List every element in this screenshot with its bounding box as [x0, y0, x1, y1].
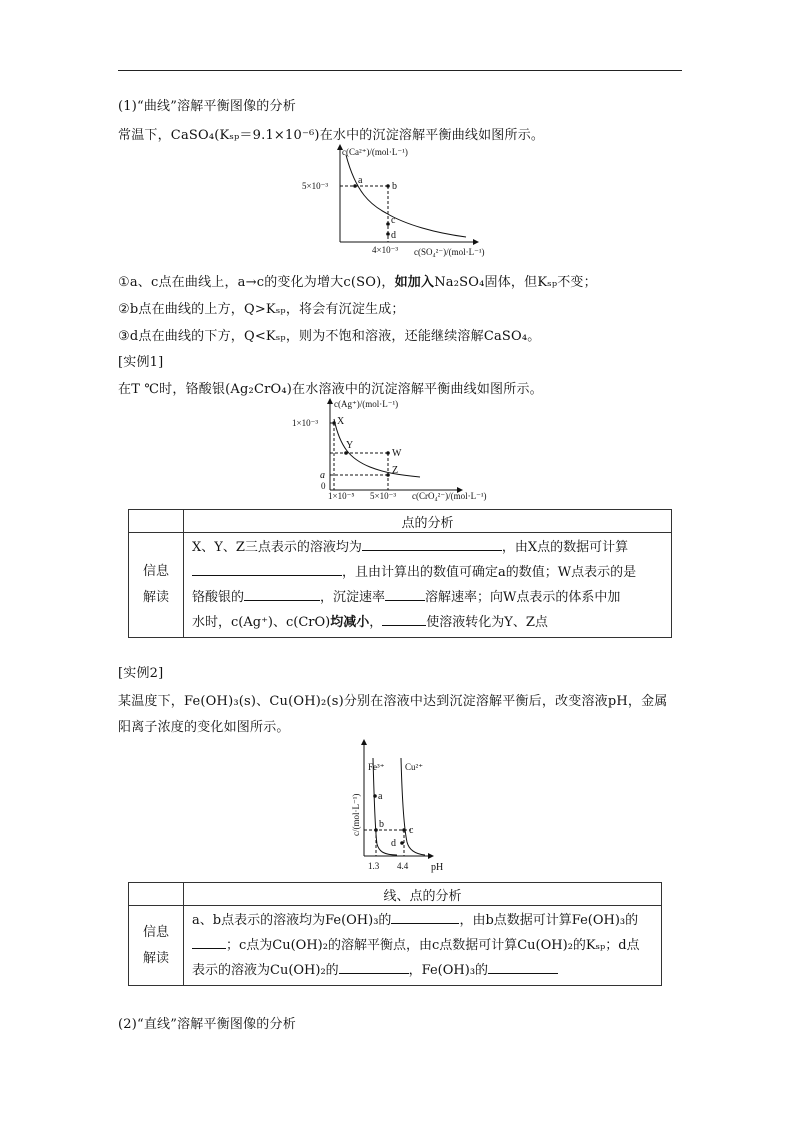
graph-caso4 — [296, 143, 526, 261]
y-axis-label: c(Ag⁺)/(mol·L⁻¹) — [334, 399, 399, 409]
example1-label: [实例1] — [118, 355, 164, 370]
example2-intro-2: 阳离子浓度的变化如图所示。 — [118, 720, 290, 735]
label-Y: Y — [346, 440, 354, 451]
label-Z: Z — [392, 465, 399, 476]
point-a — [373, 794, 377, 798]
graph-ag2cro4 — [290, 397, 530, 503]
point-Z — [386, 473, 390, 477]
y-axis-label: c(Ca²⁺)/(mol·L⁻¹) — [342, 147, 408, 157]
y-tick-top: 1×10⁻³ — [292, 418, 319, 428]
label-d: d — [391, 838, 396, 849]
section1-title: (1)“曲线”溶解平衡图像的分析 — [118, 99, 296, 114]
x-tick-2: 4.4 — [397, 861, 409, 871]
table-header: 点的分析 — [184, 510, 672, 533]
point-c — [386, 222, 390, 226]
x-axis-label: c(SO₄²⁻)/(mol·L⁻¹) — [414, 247, 485, 257]
table-body: X、Y、Z三点表示的溶液均为 ，由X点的数据可计算 ，且由计算出的数值可确定a的数值；W点表示的是 铬酸银的 ，沉淀速率 溶解速率；向W点表示的体系中加 水时，c(Ag⁺)、c(CrO)均减小， 使溶液转化为Y、Z点 — [184, 533, 672, 638]
table-corner — [129, 510, 184, 533]
example2-label: [实例2] — [118, 666, 164, 681]
label-c: c — [391, 215, 396, 226]
section1-intro: 常温下，CaSO₄(Kₛₚ＝9.1×10⁻⁶)在水中的沉淀溶解平衡曲线如图所示。 — [118, 128, 545, 143]
point-W — [386, 451, 390, 455]
graph-ph — [345, 736, 455, 878]
label-b: b — [379, 819, 384, 830]
answer-blank[interactable] — [488, 959, 558, 974]
answer-blank[interactable] — [382, 611, 426, 626]
point-c — [402, 828, 406, 832]
example1-table — [128, 509, 672, 638]
y-tick-a: a — [320, 470, 325, 481]
note-2: ②b点在曲线的上方，Q>Kₛₚ，将会有沉淀生成； — [118, 302, 405, 317]
x-tick: 4×10⁻³ — [372, 245, 399, 255]
label-b: b — [392, 181, 397, 192]
answer-blank[interactable] — [362, 536, 502, 551]
answer-blank[interactable] — [339, 959, 409, 974]
header-rule — [118, 70, 682, 71]
point-Y — [344, 451, 348, 455]
example1-intro: 在T ℃时，铬酸银(Ag₂CrO₄)在水溶液中的沉淀溶解平衡曲线如图所示。 — [118, 382, 543, 397]
origin: 0 — [321, 481, 326, 491]
example2-table — [128, 882, 662, 986]
table-body: a、b点表示的溶液均为Fe(OH)₃的 ，由b点数据可计算Fe(OH)₃的 ；c点为Cu(OH)₂的溶解平衡点，由c点数据可计算Cu(OH)₂的Kₛₚ；d点 表示的溶液为Cu(OH)₂的 ，Fe(OH)₃的 — [184, 906, 662, 986]
table-side-label: 信息 解读 — [129, 533, 184, 638]
point-b — [386, 184, 390, 188]
curve-fe: Fe³⁺ — [368, 762, 385, 772]
x-axis-label: pH — [431, 862, 444, 873]
answer-blank[interactable] — [244, 586, 320, 601]
section2-title: (2)“直线”溶解平衡图像的分析 — [118, 1017, 296, 1032]
point-X — [332, 421, 336, 425]
note-1: ①a、c点在曲线上，a→c的变化为增大c(SO)，如加入Na₂SO₄固体，但Kₛₚ不变； — [118, 275, 597, 290]
answer-blank[interactable] — [391, 909, 459, 924]
x-tick-1: 1.3 — [368, 861, 380, 871]
answer-blank[interactable] — [192, 934, 226, 949]
y-axis-label: c/(mol·L⁻¹) — [351, 793, 361, 836]
x-axis-label: c(CrO₄²⁻)/(mol·L⁻¹) — [412, 491, 487, 501]
label-c: c — [409, 825, 414, 836]
label-a: a — [358, 175, 363, 186]
point-b — [374, 828, 378, 832]
table-corner — [129, 883, 184, 906]
point-d — [400, 841, 404, 845]
answer-blank[interactable] — [192, 561, 342, 576]
label-W: W — [392, 448, 402, 459]
label-a: a — [378, 791, 383, 802]
x-tick-2: 5×10⁻³ — [370, 491, 397, 501]
table-side-label: 信息 解读 — [129, 906, 184, 986]
curve-cu: Cu²⁺ — [405, 762, 423, 772]
answer-blank[interactable] — [385, 586, 425, 601]
y-tick: 5×10⁻³ — [302, 181, 329, 191]
point-a — [353, 184, 357, 188]
table-header: 线、点的分析 — [184, 883, 662, 906]
x-tick-1: 1×10⁻⁵ — [328, 491, 355, 501]
label-X: X — [337, 416, 345, 427]
note-3: ③d点在曲线的下方，Q<Kₛₚ，则为不饱和溶液，还能继续溶解CaSO₄。 — [118, 329, 541, 344]
point-d — [386, 232, 390, 236]
label-d: d — [391, 230, 396, 241]
example2-intro-1: 某温度下，Fe(OH)₃(s)、Cu(OH)₂(s)分别在溶液中达到沉淀溶解平衡后，改变溶液pH，金属 — [118, 694, 668, 709]
